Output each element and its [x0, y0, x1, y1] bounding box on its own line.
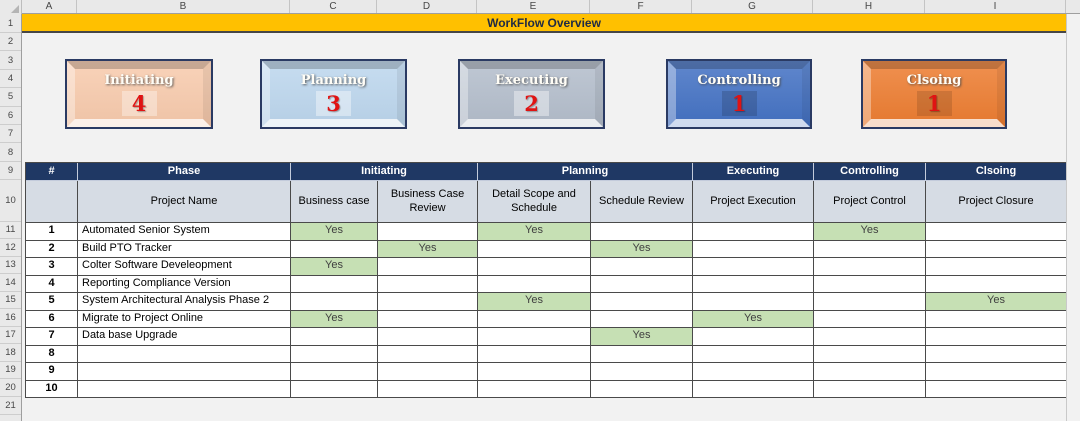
button-count: 2 [524, 90, 539, 116]
status-cell[interactable] [291, 328, 378, 346]
row-header-21[interactable]: 21 [0, 397, 21, 415]
status-cell[interactable] [814, 346, 926, 364]
row-header-8[interactable]: 8 [0, 143, 21, 161]
status-cell[interactable] [591, 363, 693, 381]
project-name-cell[interactable]: Migrate to Project Online [78, 311, 291, 329]
status-cell[interactable]: Yes [378, 241, 478, 259]
status-cell[interactable]: Yes [814, 223, 926, 241]
subheader-cell[interactable]: Project Name [78, 181, 291, 223]
status-cell[interactable] [814, 258, 926, 276]
row-header-14[interactable]: 14 [0, 274, 21, 292]
status-cell[interactable] [591, 276, 693, 294]
subheader-cell[interactable]: Business case [291, 181, 378, 223]
button-label: Initiating [104, 73, 174, 89]
status-cell[interactable] [291, 293, 378, 311]
phase-header-controlling[interactable]: Controlling [814, 163, 926, 181]
row-header-5[interactable]: 5 [0, 88, 21, 106]
column-header-H[interactable]: H [813, 0, 925, 13]
row-index-cell[interactable]: 8 [26, 346, 78, 364]
workflow-button-initiating[interactable] [65, 59, 213, 129]
button-count: 1 [926, 90, 942, 116]
status-cell[interactable] [926, 328, 1067, 346]
button-count-box [917, 91, 952, 116]
status-cell[interactable]: Yes [591, 328, 693, 346]
status-cell[interactable] [291, 241, 378, 259]
status-cell[interactable] [378, 328, 478, 346]
status-cell[interactable] [591, 223, 693, 241]
project-name-cell[interactable]: Colter Software Develeopment [78, 258, 291, 276]
row-header-16[interactable]: 16 [0, 309, 21, 327]
status-cell[interactable] [478, 328, 591, 346]
subheader-cell[interactable]: Business Case Review [378, 181, 478, 223]
workflow-button-executing[interactable] [458, 59, 605, 129]
button-label: Planning [300, 73, 367, 89]
row-index-cell[interactable]: 5 [26, 293, 78, 311]
status-cell[interactable] [926, 311, 1067, 329]
button-count: 1 [731, 90, 747, 116]
status-cell[interactable] [291, 276, 378, 294]
page-title: WorkFlow Overview [487, 15, 601, 30]
status-cell[interactable] [693, 346, 814, 364]
subheader-cell[interactable]: Project Closure [926, 181, 1067, 223]
row-header-15[interactable]: 15 [0, 292, 21, 310]
project-name-cell[interactable]: System Architectural Analysis Phase 2 [78, 293, 291, 311]
buttons-layer [0, 0, 1080, 150]
phase-header-phase[interactable]: Phase [78, 163, 291, 181]
status-cell[interactable] [378, 223, 478, 241]
status-cell[interactable] [693, 276, 814, 294]
status-cell[interactable] [693, 363, 814, 381]
row-header-17[interactable]: 17 [0, 327, 21, 345]
row-header-4[interactable]: 4 [0, 70, 21, 88]
workflow-button-planning[interactable] [260, 59, 407, 129]
status-cell[interactable] [814, 381, 926, 399]
row-header-6[interactable]: 6 [0, 107, 21, 125]
column-header-C[interactable]: C [290, 0, 377, 13]
status-cell[interactable] [591, 381, 693, 399]
button-count-box [122, 91, 157, 116]
status-cell[interactable] [591, 311, 693, 329]
project-name-cell[interactable] [78, 346, 291, 364]
status-cell[interactable] [378, 346, 478, 364]
status-cell[interactable] [814, 241, 926, 259]
project-name-cell[interactable] [78, 363, 291, 381]
status-cell[interactable]: Yes [291, 258, 378, 276]
status-cell[interactable] [378, 363, 478, 381]
button-content [668, 61, 810, 127]
status-cell[interactable] [693, 381, 814, 399]
workflow-table [25, 162, 1066, 398]
status-cell[interactable] [378, 293, 478, 311]
button-count: 4 [131, 90, 147, 116]
row-header-19[interactable]: 19 [0, 362, 21, 380]
row-header-9[interactable]: 9 [0, 162, 21, 180]
row-header-10[interactable]: 10 [0, 180, 21, 222]
status-cell[interactable] [478, 381, 591, 399]
status-cell[interactable] [291, 381, 378, 399]
status-cell[interactable] [478, 311, 591, 329]
status-cell[interactable] [378, 258, 478, 276]
status-cell[interactable] [478, 346, 591, 364]
workflow-button-clsoing[interactable] [861, 59, 1007, 129]
status-cell[interactable] [693, 241, 814, 259]
status-cell[interactable] [814, 328, 926, 346]
subheader-cell[interactable]: Schedule Review [591, 181, 693, 223]
status-cell[interactable] [478, 241, 591, 259]
phase-header-initiating[interactable]: Initiating [291, 163, 478, 181]
subheader-empty[interactable] [26, 181, 78, 223]
status-cell[interactable] [591, 258, 693, 276]
button-content [460, 61, 603, 127]
phase-header-num[interactable]: # [26, 163, 78, 181]
status-cell[interactable] [814, 276, 926, 294]
row-header-11[interactable]: 11 [0, 222, 21, 240]
status-cell[interactable] [926, 346, 1067, 364]
button-content [863, 61, 1005, 127]
phase-header-executing[interactable]: Executing [693, 163, 814, 181]
subheader-cell[interactable]: Project Control [814, 181, 926, 223]
button-label: Controlling [697, 73, 781, 89]
column-header-G[interactable]: G [692, 0, 813, 13]
project-name-cell[interactable]: Data base Upgrade [78, 328, 291, 346]
button-label: Executing [495, 73, 568, 89]
button-label: Clsoing [906, 73, 962, 89]
status-cell[interactable] [478, 258, 591, 276]
status-cell[interactable] [693, 223, 814, 241]
status-cell[interactable] [926, 223, 1067, 241]
status-cell[interactable] [693, 328, 814, 346]
button-count: 3 [326, 90, 341, 116]
status-cell[interactable] [814, 293, 926, 311]
status-cell[interactable] [478, 276, 591, 294]
column-header-B[interactable]: B [77, 0, 290, 13]
row-index-cell[interactable]: 9 [26, 363, 78, 381]
status-cell[interactable] [378, 276, 478, 294]
status-cell[interactable] [926, 241, 1067, 259]
button-count-box [722, 91, 757, 116]
status-cell[interactable] [478, 363, 591, 381]
status-cell[interactable]: Yes [693, 311, 814, 329]
status-cell[interactable]: Yes [478, 293, 591, 311]
status-cell[interactable] [378, 381, 478, 399]
status-cell[interactable] [926, 363, 1067, 381]
status-cell[interactable] [591, 293, 693, 311]
row-header-1[interactable]: 1 [0, 14, 21, 33]
status-cell[interactable] [926, 276, 1067, 294]
row-header-7[interactable]: 7 [0, 125, 21, 143]
row-index-cell[interactable]: 6 [26, 311, 78, 329]
row-header-3[interactable]: 3 [0, 51, 21, 69]
workflow-button-controlling[interactable] [666, 59, 812, 129]
status-cell[interactable]: Yes [591, 241, 693, 259]
row-index-cell[interactable]: 2 [26, 241, 78, 259]
status-cell[interactable] [814, 311, 926, 329]
status-cell[interactable] [693, 258, 814, 276]
project-name-cell[interactable]: Build PTO Tracker [78, 241, 291, 259]
row-index-cell[interactable]: 7 [26, 328, 78, 346]
status-cell[interactable]: Yes [291, 223, 378, 241]
row-header-2[interactable]: 2 [0, 33, 21, 51]
status-cell[interactable] [814, 363, 926, 381]
row-index-cell[interactable]: 4 [26, 276, 78, 294]
sheet-right-edge [1066, 14, 1067, 421]
column-header-I[interactable]: I [925, 0, 1066, 13]
project-name-cell[interactable] [78, 381, 291, 399]
status-cell[interactable] [291, 346, 378, 364]
phase-header-clsoing[interactable]: Clsoing [926, 163, 1067, 181]
column-header-E[interactable]: E [477, 0, 590, 13]
status-cell[interactable] [291, 363, 378, 381]
status-cell[interactable] [378, 311, 478, 329]
button-content [262, 61, 405, 127]
status-cell[interactable] [926, 258, 1067, 276]
column-header-A[interactable]: A [22, 0, 77, 13]
button-content [67, 61, 211, 127]
row-header-18[interactable]: 18 [0, 344, 21, 362]
phase-header-planning[interactable]: Planning [478, 163, 693, 181]
status-cell[interactable]: Yes [926, 293, 1067, 311]
row-index-cell[interactable]: 3 [26, 258, 78, 276]
row-index-cell[interactable]: 1 [26, 223, 78, 241]
row-index-cell[interactable]: 10 [26, 381, 78, 399]
row-header-13[interactable]: 13 [0, 257, 21, 275]
status-cell[interactable] [693, 293, 814, 311]
status-cell[interactable]: Yes [291, 311, 378, 329]
project-name-cell[interactable]: Reporting Compliance Version [78, 276, 291, 294]
button-count-box [514, 91, 549, 116]
subheader-cell[interactable]: Detail Scope and Schedule [478, 181, 591, 223]
status-cell[interactable] [591, 346, 693, 364]
row-header-12[interactable]: 12 [0, 239, 21, 257]
row-header-20[interactable]: 20 [0, 379, 21, 397]
project-name-cell[interactable]: Automated Senior System [78, 223, 291, 241]
column-header-F[interactable]: F [590, 0, 692, 13]
column-header-D[interactable]: D [377, 0, 477, 13]
status-cell[interactable] [926, 381, 1067, 399]
button-count-box [316, 91, 351, 116]
subheader-cell[interactable]: Project Execution [693, 181, 814, 223]
status-cell[interactable]: Yes [478, 223, 591, 241]
